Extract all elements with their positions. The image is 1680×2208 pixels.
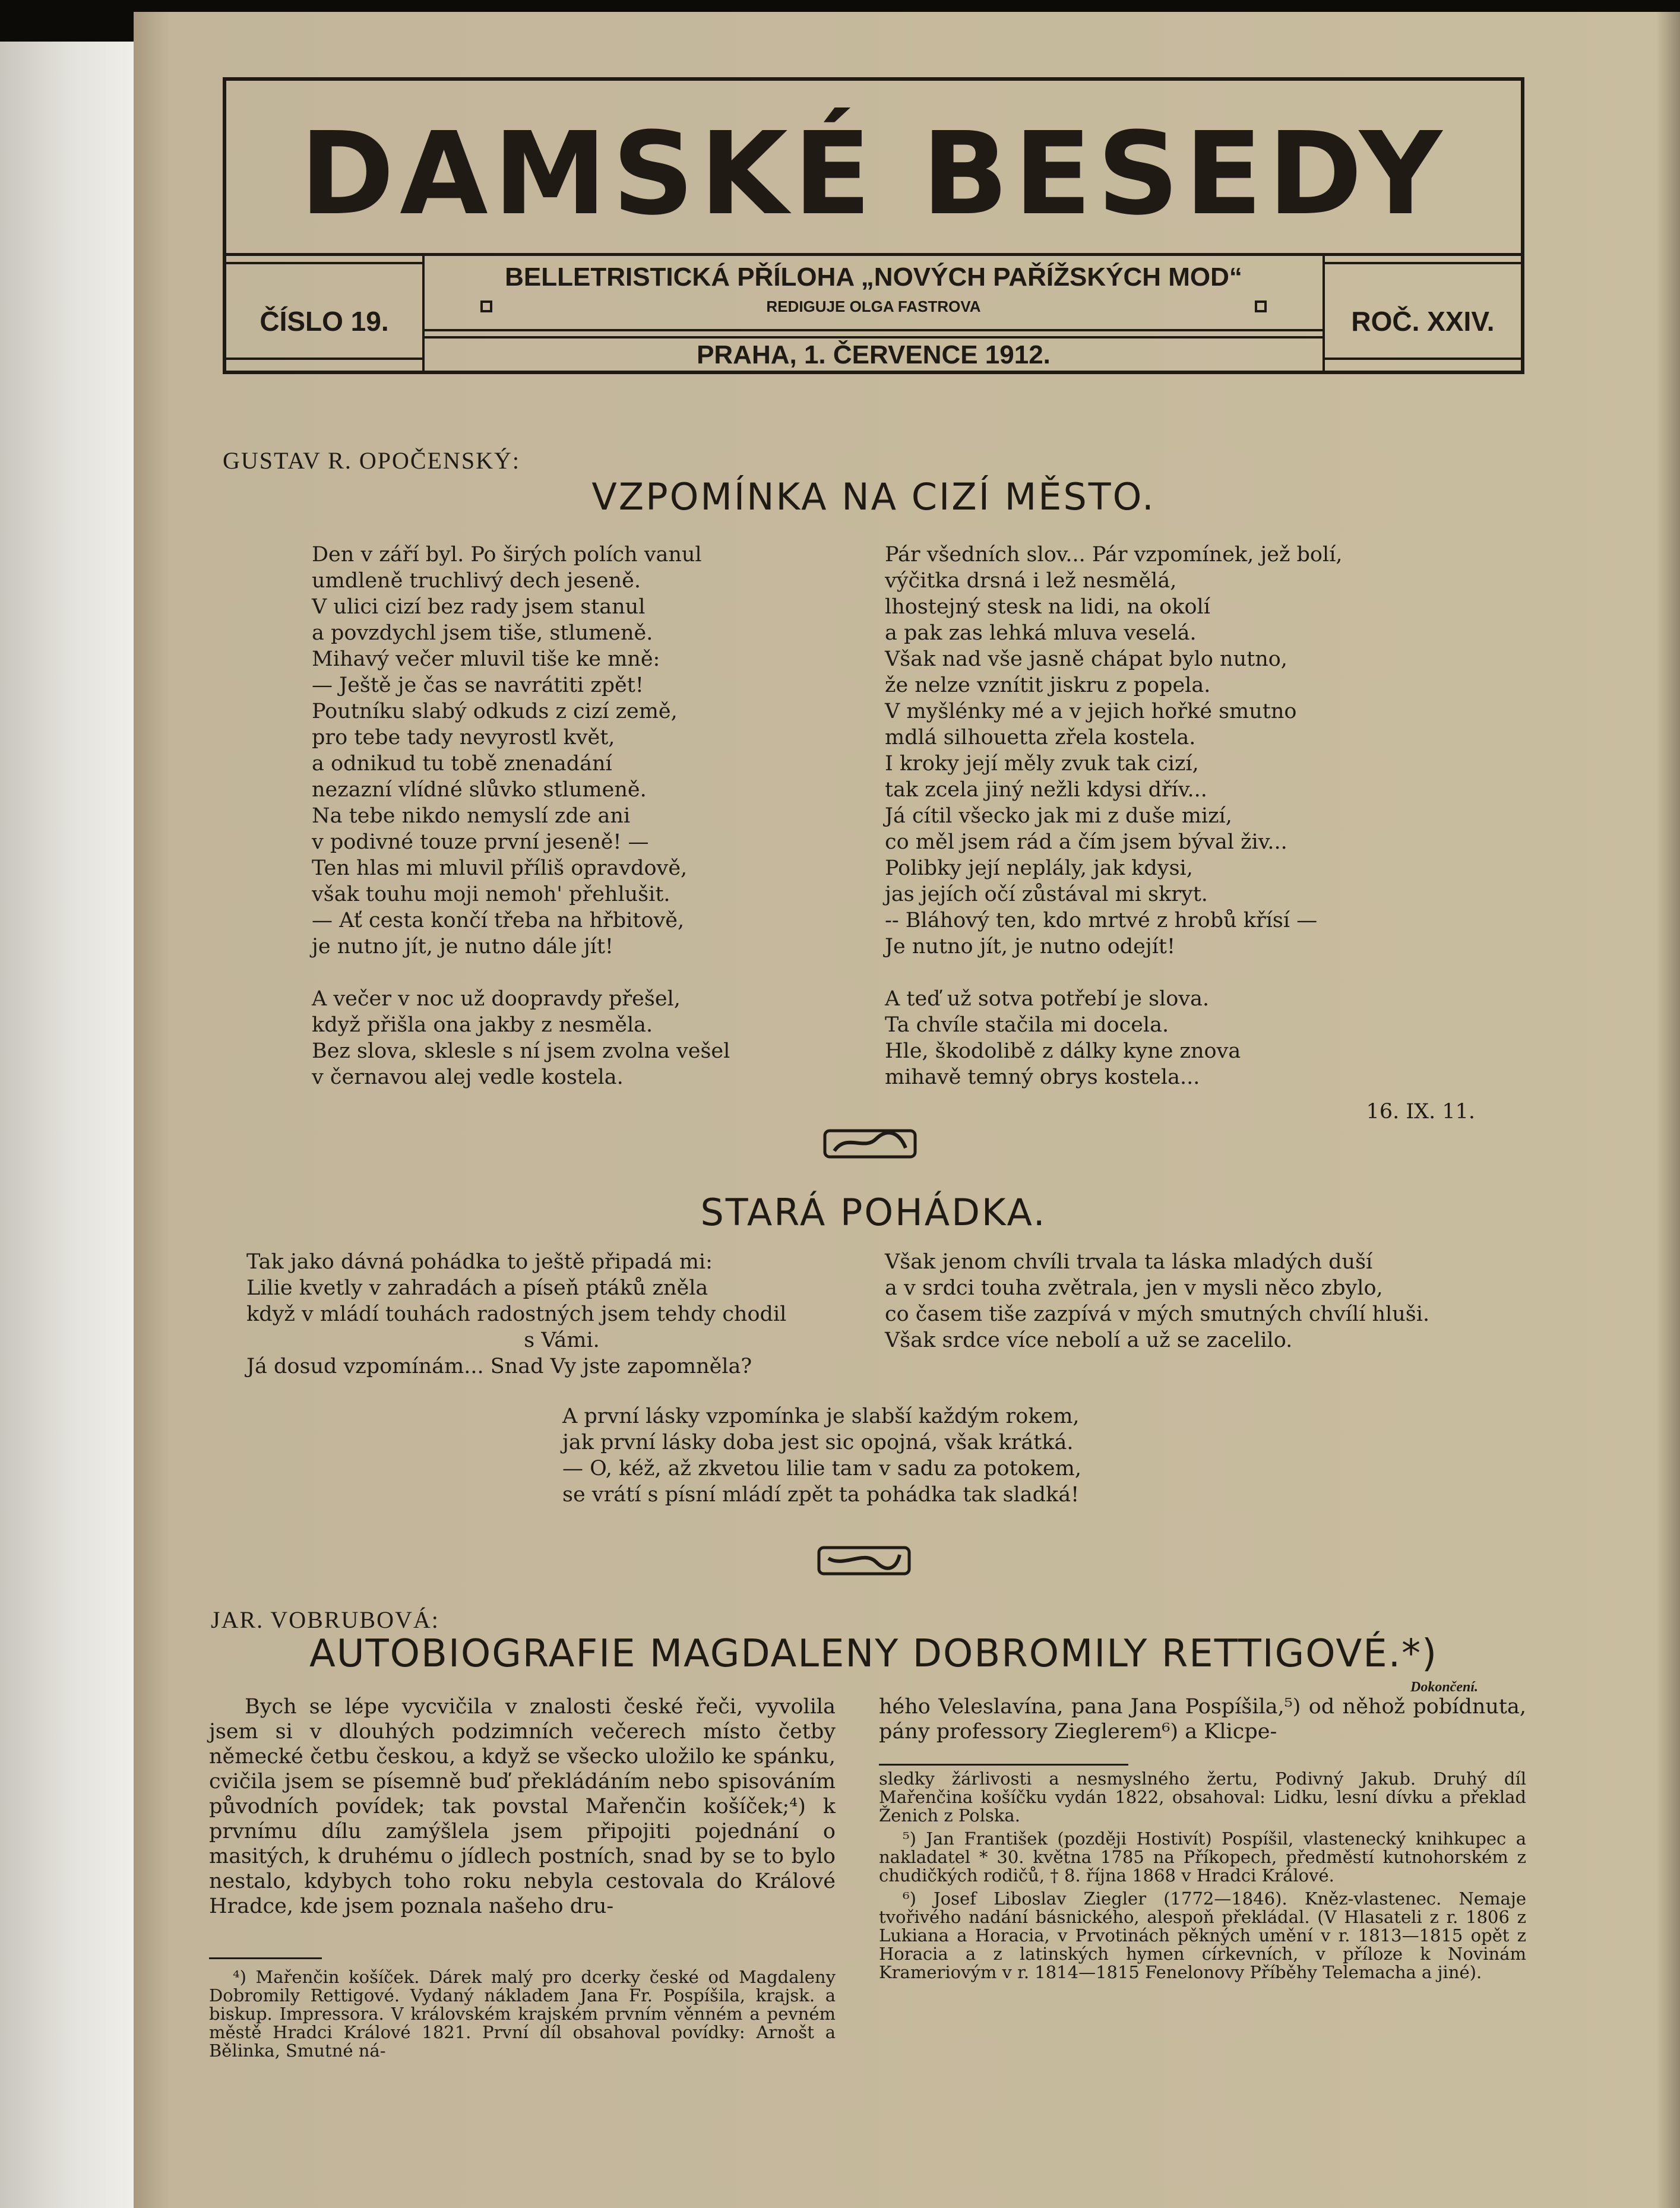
poem-line: Však nad vše jasně chápat bylo nutno,: [885, 647, 1287, 671]
poem-line: že nelze vznítit jiskru z popela.: [885, 673, 1211, 697]
poem-line: je nutno jít, je nutno dále jít!: [312, 935, 613, 959]
poem1-left-column: [312, 542, 730, 1090]
footnotes-left: [209, 1968, 836, 2060]
poem-line: — O, kéž, až zkvetou lilie tam v sadu za potokem,: [562, 1457, 1081, 1481]
poem2-center-column: [562, 1403, 1081, 1508]
ornament-icon: [817, 1544, 912, 1577]
poem-line: se vrátí s písní mládí zpět ta pohádka tak sladká!: [562, 1483, 1080, 1507]
poem-line: když v mládí touhách radostných jsem tehdy chodil: [246, 1302, 787, 1326]
poem-line: mdlá silhouetta zřela kostela.: [885, 726, 1196, 749]
poem-line: I kroky její měly zvuk tak cizí,: [885, 752, 1199, 776]
masthead-rule: [226, 253, 1521, 256]
poem-line: A teď už sotva potřebí je slova.: [885, 987, 1210, 1011]
poem-line: a v srdci touha zvětrala, jen v mysli něco zbylo,: [885, 1276, 1383, 1300]
poem-line: když přišla ona jakby z nesměla.: [312, 1013, 653, 1037]
poem-line: však touhu moji nemoh' přehlušit.: [312, 882, 670, 906]
poem-line: Poutníku slabý odkuds z cizí země,: [312, 700, 678, 723]
poem-line: pro tebe tady nevyrostl květ,: [312, 726, 615, 749]
poem-line: Polibky její neplály, jak kdysi,: [885, 856, 1193, 880]
poem-line: Však jenom chvíli trvala ta láska mladých duší: [885, 1250, 1373, 1274]
article-paragraph: Bych se lépe vycvičila v znalosti české řeči, vyvolila jsem si v dlouhých podzimních večerech místo četby německé četbu českou, a když se všecko uložilo ke spánku, cvičila jsem se písemně buď překládáním nebo spisováním původních povídek; tak povstal Mařenčin košíček;⁴) k prvnímu dílu zamýšlela jsem připojiti pojednání o masitých, k druhému o jídlech postních, snad by se to bylo nestalo, kdybych toho roku nebyla cestovala do Králové Hradce, kde jsem poznala našeho dru-: [209, 1695, 836, 1918]
masthead-editor: REDIGUJE OLGA FASTROVA: [766, 298, 981, 315]
poem2-right-column: [885, 1249, 1429, 1353]
place-date: PRAHA, 1. ČERVENCE 1912.: [697, 340, 1051, 369]
poem2-left-column: [246, 1249, 786, 1380]
square-ornament-icon: [1255, 300, 1267, 312]
poem-line: Den v září byl. Po širých polích vanul: [312, 543, 702, 567]
masthead-rule: [226, 358, 422, 360]
poem-line: tak zcela jiný nežli kdysi dřív...: [885, 778, 1207, 802]
issue-number: ČÍSLO 19.: [260, 306, 389, 337]
masthead-rule: [1325, 262, 1521, 264]
poem-line: a pak zas lehká mluva veselá.: [885, 621, 1197, 645]
poem-line: — Ještě je čas se navrátiti zpět!: [312, 673, 644, 697]
footnote-4-continued: sledky žárlivosti a nesmyslného žertu, Podivný Jakub. Druhý díl Mařenčina košíčku vydán 1822, obsahoval: Lidku, lesní dívku a překlad Ženich z Polska.: [879, 1769, 1526, 1826]
square-ornament-icon: [480, 300, 492, 312]
poem-line: Já cítil všecko jak mi z duše mizí,: [885, 804, 1232, 828]
article-left-column: [209, 1694, 836, 1919]
masthead-rule: [1325, 358, 1521, 360]
poem-line: A první lásky vzpomínka je slabší každým rokem,: [562, 1404, 1080, 1428]
poem-line: V ulici cizí bez rady jsem stanul: [312, 595, 646, 619]
poem-line: a povzdychl jsem tiše, stlumeně.: [312, 621, 653, 645]
masthead-rule: [422, 336, 1325, 339]
article-title: AUTOBIOGRAFIE MAGDALENY DOBROMILY RETTIGOVÉ.*): [309, 1632, 1438, 1676]
masthead-title: DAMSKÉ BESEDY: [299, 108, 1448, 241]
poem-line: A večer v noc už doopravdy přešel,: [312, 987, 681, 1011]
article-right-column: [879, 1694, 1526, 1744]
poem-line: co časem tiše zazpívá v mých smutných chvílí hluši.: [885, 1302, 1430, 1326]
article-author: JAR. VOBRUBOVÁ:: [211, 1606, 439, 1633]
poem-line: [885, 960, 1343, 986]
poem-line: Pár všedních slov... Pár vzpomínek, jež bolí,: [885, 543, 1343, 567]
poem-line: umdleně truchlivý dech jeseně.: [312, 569, 641, 593]
masthead-rule: [422, 329, 1325, 331]
volume-number: ROČ. XXIV.: [1351, 306, 1495, 337]
poem1-author: GUSTAV R. OPOČENSKÝ:: [223, 447, 520, 474]
poem-line: Však srdce více nebolí a už se zacelilo.: [885, 1328, 1293, 1352]
masthead-subtitle: BELLETRISTICKÁ PŘÍLOHA „NOVÝCH PAŘÍŽSKÝCH MOD“: [505, 262, 1242, 292]
poem1-title: VZPOMÍNKA NA CIZÍ MĚSTO.: [591, 475, 1156, 518]
poem-line: výčitka drsná i lež nesmělá,: [885, 569, 1177, 593]
poem-line: Ta chvíle stačila mi docela.: [885, 1013, 1169, 1037]
poem-line: Je nutno jít, je nutno odejít!: [885, 935, 1176, 959]
poem-line: Ten hlas mi mluvil příliš opravdově,: [312, 856, 688, 880]
footnote-rule: [879, 1764, 1128, 1766]
poem-line: Bez slova, sklesle s ní jsem zvolna vešel: [312, 1039, 730, 1063]
poem-line: V myšlénky mé a v jejich hořké smutno: [885, 700, 1297, 723]
poem-line: jas jejích očí zůstával mi skryt.: [885, 882, 1208, 906]
article-paragraph: hého Veleslavína, pana Jana Pospíšila,⁵) od něhož pobídnuta, pány professory Zieglerem⁶) a Klicpe-: [879, 1695, 1526, 1744]
poem-line: Já dosud vzpomínám... Snad Vy jste zapomněla?: [246, 1355, 752, 1378]
poem-line: co měl jsem rád a čím jsem býval živ...: [885, 830, 1287, 854]
poem2-title: STARÁ POHÁDKA.: [700, 1191, 1047, 1234]
poem-line: Lilie kvetly v zahradách a píseň ptáků zněla: [246, 1276, 708, 1300]
poem-line: -- Bláhový ten, kdo mrtvé z hrobů křísí —: [885, 909, 1318, 932]
poem-line: lhostejný stesk na lidi, na okolí: [885, 595, 1210, 619]
footnote-rule: [209, 1957, 322, 1959]
poem-line: nezazní vlídné slůvko stlumeně.: [312, 778, 647, 802]
newspaper-page: [134, 12, 1680, 2208]
poem-line: mihavě temný obrys kostela...: [885, 1065, 1200, 1089]
poem-line: Tak jako dávná pohádka to ještě připadá mi:: [246, 1250, 713, 1274]
poem-line: v černavou alej vedle kostela.: [312, 1065, 624, 1089]
poem1-right-column: [885, 542, 1343, 1090]
poem1-date: 16. IX. 11.: [1366, 1100, 1475, 1124]
masthead: [223, 77, 1524, 374]
masthead-rule: [226, 262, 422, 264]
footnote-6: ⁶) Josef Liboslav Ziegler (1772—1846). Kněz-vlastenec. Nemaje tvořivého nadání básnického, alespoň překládal. (V Hlasateli z r. 1806 z Lukiana a Horacia, v Prvotinách pěkných umění v r. 1813—1815 opět z Horacia a z latinských hymen církevních, v příloze k Novinám Krameriovým v r. 1814—1815 Fenelonovy Příběhy Telemacha a jiné).: [879, 1888, 1526, 1982]
ornament-icon: [822, 1127, 917, 1160]
poem-line: Na tebe nikdo nemyslí zde ani: [312, 804, 631, 828]
footnote-4: ⁴) Mařenčin košíček. Dárek malý pro dcerky české od Magdaleny Dobromily Rettigové. Vydaný nákladem Jana Fr. Pospíšila, krajsk. a biskup. Impressora. V královském krajském prvním věnném a pevném městě Hradci Králové 1821. První díl obsahoval povídky: Arnošt a Bělinka, Smutné ná-: [209, 1967, 836, 2061]
poem-line: Mihavý večer mluvil tiše ke mně:: [312, 647, 660, 671]
footnotes-right: [879, 1770, 1526, 1982]
poem-line: jak první lásky doba jest sic opojná, však krátká.: [562, 1431, 1074, 1454]
footnote-5: ⁵) Jan František (později Hostivít) Pospíšil, vlastenecký knihkupec a nakladatel * 30. května 1785 na Příkopech, předměstí kutnohorském z chudičkých rodičů, † 8. října 1868 v Hradci Králové.: [879, 1829, 1526, 1886]
poem-line: s Vámi.: [246, 1328, 600, 1352]
poem-line: a odnikud tu tobě znenadání: [312, 752, 612, 776]
poem-line: — Ať cesta končí třeba na hřbitově,: [312, 909, 685, 932]
poem-line: Hle, škodolibě z dálky kyne znova: [885, 1039, 1241, 1063]
poem-line: v podivné touze první jeseně! —: [312, 830, 649, 854]
poem-line: [312, 960, 730, 986]
continued-note: Dokončení.: [1410, 1679, 1478, 1695]
